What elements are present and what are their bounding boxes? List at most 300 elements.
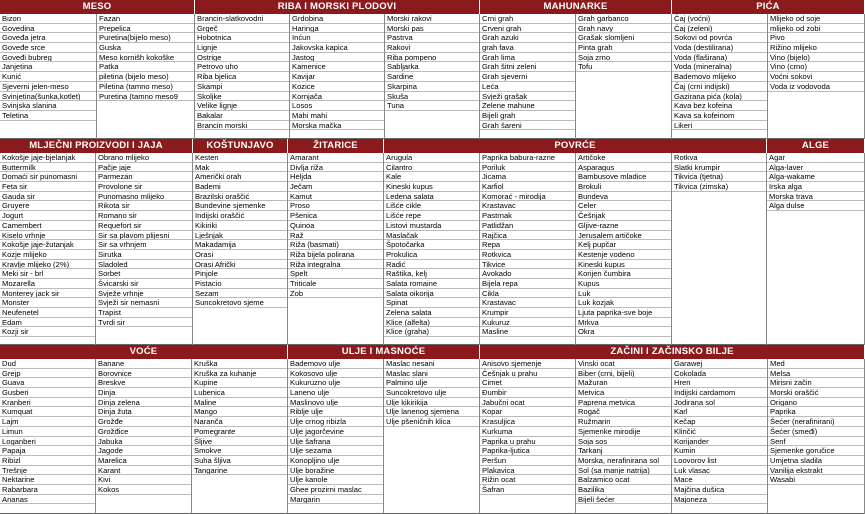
food-item: Gazirana pića (kola) — [672, 92, 767, 102]
food-item: Cikla — [480, 289, 575, 299]
section-title-pica: PIĆA — [672, 0, 865, 14]
food-item: Rotkva — [672, 153, 766, 163]
food-item: Cilantro — [384, 163, 479, 173]
food-item: Mrkva — [576, 318, 671, 328]
food-item: Kale — [384, 172, 479, 182]
food-item: Raštika, kelj — [384, 269, 479, 279]
food-item: Tangarine — [192, 466, 287, 476]
food-item: Skuša — [385, 92, 479, 102]
section-title-riba: RIBA I MORSKI PLODOVI — [195, 0, 480, 14]
food-item: Karant — [96, 466, 191, 476]
food-item: Kranberi — [0, 398, 95, 408]
food-item: Bazilika — [576, 485, 671, 495]
food-item: Ulje crnog ribizla — [288, 417, 383, 427]
section-title-zacini: ZAČINI I ZAČINSKO BILJE — [480, 345, 865, 359]
food-item: Grah sjeverni — [480, 72, 575, 82]
food-item: Grdobina — [290, 14, 384, 24]
food-item: Soja zrno — [576, 53, 671, 63]
food-item: Češnjak u prahu — [480, 369, 575, 379]
food-item: Laneno ulje — [288, 388, 383, 398]
food-item: Dinja — [96, 388, 191, 398]
food-item: Sokovi od povrća — [672, 33, 767, 43]
column — [195, 14, 290, 139]
food-item: Crni grah — [480, 14, 575, 24]
section-title-ulje: ULJE I MASNOĆE — [288, 345, 480, 359]
food-item: Spelt — [288, 269, 383, 279]
food-item: Ulje sezama — [288, 446, 383, 456]
food-item: Melsa — [768, 369, 864, 379]
food-item: Janjetina — [0, 62, 96, 72]
food-item: Obrano mlijeko — [96, 153, 192, 163]
food-item: Kumquat — [0, 407, 95, 417]
section-title-alge: ALGE — [767, 139, 865, 153]
food-item: Rotkvica — [480, 250, 575, 260]
food-item: Brancin morski — [195, 121, 289, 131]
section-povrce — [384, 139, 767, 345]
food-item: Asparagus — [576, 163, 671, 173]
food-item: Sorbet — [96, 269, 192, 279]
food-item: Voda (mineralna) — [672, 62, 767, 72]
food-item: Guska — [97, 43, 194, 53]
food-item: Domaći sir punomasni — [0, 172, 95, 182]
food-item: Đumbir — [480, 388, 575, 398]
food-item: Puretina (tamno meso9 — [97, 92, 194, 102]
food-item: Repa — [480, 240, 575, 250]
food-item: Lješnjak — [193, 231, 287, 241]
food-item: Krastavac — [480, 298, 575, 308]
food-item: Dinja zelena — [96, 398, 191, 408]
food-item: Kokosovo ulje — [288, 369, 383, 379]
food-item: Šafran — [480, 485, 575, 495]
food-item: Riba bjelica — [195, 72, 289, 82]
food-item: Kesten — [193, 153, 287, 163]
food-item: Prokulica — [384, 250, 479, 260]
food-item: Ulje šafrana — [288, 437, 383, 447]
column — [672, 359, 768, 514]
food-item: Brancin-slatkovodni — [195, 14, 289, 24]
section-mahune — [480, 0, 672, 139]
food-item: Kivi — [96, 475, 191, 485]
food-item: Morski rakovi — [385, 14, 479, 24]
food-item: Čaj (crni indijski) — [672, 82, 767, 92]
food-item: Krasuljica — [480, 417, 575, 427]
food-item: Goveđi bubreg — [0, 53, 96, 63]
food-item: Kukuruz — [480, 318, 575, 328]
food-item: Karfiol — [480, 182, 575, 192]
food-item: Sirutka — [96, 250, 192, 260]
food-item: Palmino ulje — [384, 378, 479, 388]
food-item: Amarant — [288, 153, 383, 163]
section-ulje — [288, 345, 480, 514]
food-item: Sardine — [385, 72, 479, 82]
food-item: Grah lima — [480, 53, 575, 63]
food-item: Orasi Afrički — [193, 260, 287, 270]
food-item: Limun — [0, 427, 95, 437]
food-item: Tvrdi sir — [96, 318, 192, 328]
section-pica — [672, 0, 865, 139]
food-item: Losos — [290, 101, 384, 111]
food-item: Hobotnica — [195, 33, 289, 43]
food-item: Ružmarin — [576, 417, 671, 427]
food-item: Ulje jagorčevine — [288, 427, 383, 437]
food-item: Vanilija ekstrakt — [768, 466, 864, 476]
food-item: Sir sa vrhnjem — [96, 240, 192, 250]
food-item: Ulje boražine — [288, 466, 383, 476]
food-item: Divlja riža — [288, 163, 383, 173]
food-item: Vino (bijelo) — [768, 53, 864, 63]
food-item: Fazan — [97, 14, 194, 24]
food-item: Klinčić — [672, 427, 767, 437]
food-item: Krumpir — [480, 308, 575, 318]
food-item: Bambusove mladice — [576, 172, 671, 182]
food-item: Kava bez kofeina — [672, 101, 767, 111]
food-item: Senf — [768, 437, 864, 447]
food-item: Kelj pupčar — [576, 240, 671, 250]
food-item: Bundeva — [576, 192, 671, 202]
food-item: Cimet — [480, 378, 575, 388]
food-item: Jagode — [96, 446, 191, 456]
section-alge — [767, 139, 865, 345]
food-item: Loovorov list — [672, 456, 767, 466]
food-item: Sabljarka — [385, 62, 479, 72]
food-item: Riža (basmati) — [288, 240, 383, 250]
section-title-mlijecni: MLJEČNI PROIZVODI I JAJA — [0, 139, 193, 153]
food-item: Tofu — [576, 62, 671, 72]
food-item: Kokos — [96, 485, 191, 495]
food-item: Maline — [192, 398, 287, 408]
food-item: Šećer (nerafinirani) — [768, 417, 864, 427]
column — [290, 14, 385, 139]
food-item: Indijski oraščić — [193, 211, 287, 221]
food-item: Spinat — [384, 298, 479, 308]
food-item: Rakovi — [385, 43, 479, 53]
food-item: Origano — [768, 398, 864, 408]
food-item: Riblje ulje — [288, 407, 383, 417]
food-item: Papaja — [0, 446, 95, 456]
food-item: Kozji sir — [0, 327, 95, 337]
food-item: Kamut — [288, 192, 383, 202]
food-item: Bijeli grah — [480, 111, 575, 121]
column — [768, 359, 865, 514]
food-item: Bademovo mlijeko — [672, 72, 767, 82]
column — [288, 359, 384, 514]
food-item: Kokošje jaje-bjelanjak — [0, 153, 95, 163]
food-item: Švicarski sir — [96, 279, 192, 289]
food-item: Ječam — [288, 182, 383, 192]
food-item: Kozice — [290, 82, 384, 92]
food-item: Sezam — [193, 289, 287, 299]
food-item: Morska mačka — [290, 121, 384, 131]
section-kosti — [193, 139, 288, 345]
food-item: Patka — [97, 62, 194, 72]
food-item: Lišće cikle — [384, 201, 479, 211]
section-zacini — [480, 345, 865, 514]
section-meso — [0, 0, 195, 139]
food-item: Kornjača — [290, 92, 384, 102]
food-item: Banane — [96, 359, 191, 369]
food-item: Trešnje — [0, 466, 95, 476]
food-item: Paprena metvica — [576, 398, 671, 408]
food-item: Kava sa kofeinom — [672, 111, 767, 121]
food-item: Haringa — [290, 24, 384, 34]
food-item: Heljda — [288, 172, 383, 182]
column — [0, 359, 96, 514]
food-item: Voda (destilirana) — [672, 43, 767, 53]
food-item: Loganberi — [0, 437, 95, 447]
food-item: Alga-laver — [767, 163, 864, 173]
food-item: Lubenica — [192, 388, 287, 398]
food-item: Jabučni ocat — [480, 398, 575, 408]
column — [384, 153, 480, 345]
food-item: Trapist — [96, 308, 192, 318]
column — [0, 153, 96, 345]
food-item: Kozje mlijeko — [0, 250, 95, 260]
food-item: Zob — [288, 289, 383, 299]
food-item: Grejp — [0, 369, 95, 379]
food-item: Jastog — [290, 53, 384, 63]
food-item: Bijeli šećer — [576, 495, 671, 505]
food-item: Kečap — [672, 417, 767, 427]
food-item: Arugula — [384, 153, 479, 163]
food-item: Parmezan — [96, 172, 192, 182]
food-item: Skarpina — [385, 82, 479, 92]
food-item: Feta sir — [0, 182, 95, 192]
food-item: Jakovska kapica — [290, 43, 384, 53]
food-item: Artičoke — [576, 153, 671, 163]
column — [192, 359, 288, 514]
section-title-meso: MESO — [0, 0, 195, 14]
food-item: Tarkanj — [576, 446, 671, 456]
food-item: Wasabi — [768, 475, 864, 485]
column — [768, 14, 865, 139]
food-item: Klice (graha) — [384, 327, 479, 337]
food-item: Kokošje jaje-žutanjak — [0, 240, 95, 250]
food-item: Zelena salata — [384, 308, 479, 318]
food-item: Tikvica (zimska) — [672, 182, 766, 192]
food-item: Balzamico ocat — [576, 475, 671, 485]
food-item: Sladoled — [96, 260, 192, 270]
food-item: Ananas — [0, 495, 95, 505]
food-item: Smokve — [192, 446, 287, 456]
food-item: Suha šljiva — [192, 456, 287, 466]
section-riba — [195, 0, 480, 139]
food-item: Bijela repa — [480, 279, 575, 289]
food-item: Ulje kikirikija — [384, 398, 479, 408]
food-item: Kruška — [192, 359, 287, 369]
food-item: Margarin — [288, 495, 383, 505]
food-item: mlijeko od zobi — [768, 24, 864, 34]
food-item: Umjetna sladila — [768, 456, 864, 466]
column — [96, 359, 192, 514]
food-item: Sjemenke goručice — [768, 446, 864, 456]
food-item: Kruška za kuhanje — [192, 369, 287, 379]
food-item: Gruyere — [0, 201, 95, 211]
food-item: Majčina dušica — [672, 485, 767, 495]
food-item: Requefort sir — [96, 221, 192, 231]
column — [288, 153, 384, 345]
food-item: Riža integralna — [288, 260, 383, 270]
food-item: Mlijeko od soje — [768, 14, 864, 24]
food-item: Svinjska slanina — [0, 101, 96, 111]
column — [193, 153, 288, 345]
section-title-mahune: MAHUNARKE — [480, 0, 672, 14]
food-item: Paprika-ljutica — [480, 446, 575, 456]
food-item: Anisovo sjemenje — [480, 359, 575, 369]
food-item: Tikvica (tjetna) — [672, 172, 766, 182]
food-item: Šećer (smeđi) — [768, 427, 864, 437]
food-item: Puretina(bijelo meso) — [97, 33, 194, 43]
food-item: Jodirana sol — [672, 398, 767, 408]
food-item: Kestenje vodeno — [576, 250, 671, 260]
food-item: Vino (crno) — [768, 62, 864, 72]
food-item: Mango — [192, 407, 287, 417]
food-item: Komorać - mirodija — [480, 192, 575, 202]
food-item: Poriluk — [480, 163, 575, 173]
food-item: Celer — [576, 201, 671, 211]
food-item: Patlidžan — [480, 221, 575, 231]
food-item: Bademi — [193, 182, 287, 192]
food-item: Likeri — [672, 121, 767, 131]
food-item: Brokuli — [576, 182, 671, 192]
food-item: Paprika u prahu — [480, 437, 575, 447]
food-item: Tuna — [385, 101, 479, 111]
food-item: Romano sir — [96, 211, 192, 221]
food-item: Edam — [0, 318, 95, 328]
food-item: Grah azuki — [480, 33, 575, 43]
section-voce — [0, 345, 288, 514]
food-item: Govedina — [0, 24, 96, 34]
food-item: Sjeverni jelen-meso — [0, 82, 96, 92]
food-item: Grah šareni — [480, 121, 575, 131]
food-item: Pastrva — [385, 33, 479, 43]
food-item: Nektarine — [0, 475, 95, 485]
food-item: Ostrige — [195, 53, 289, 63]
food-item: Salata oikorija — [384, 289, 479, 299]
food-item: Raž — [288, 231, 383, 241]
food-item: Vinski ocat — [576, 359, 671, 369]
column — [767, 153, 865, 345]
food-item: Meki sir - brl — [0, 269, 95, 279]
food-item: Grah šitni zeleni — [480, 62, 575, 72]
food-item: Paprika — [768, 407, 864, 417]
food-item: Kupus — [576, 279, 671, 289]
food-item: Morska, nerafinirana sol — [576, 456, 671, 466]
food-item: Sir sa plavom plijesni — [96, 231, 192, 241]
food-item: Makadamija — [193, 240, 287, 250]
food-item: Jogurt — [0, 211, 95, 221]
food-item: Mozarella — [0, 279, 95, 289]
food-item: Kupine — [192, 378, 287, 388]
food-item: Špotočarka — [384, 240, 479, 250]
food-item: Cokolada — [672, 369, 767, 379]
food-item: Indijski cardamom — [672, 388, 767, 398]
food-item: Kavijar — [290, 72, 384, 82]
food-item: Punomasno mlijeko — [96, 192, 192, 202]
food-item: Kravlje mlijeko (2%) — [0, 260, 95, 270]
food-item: Neufenetel — [0, 308, 95, 318]
food-item: Okra — [576, 327, 671, 337]
food-item: Avokado — [480, 269, 575, 279]
food-item: Inćun — [290, 33, 384, 43]
food-item: Lajm — [0, 417, 95, 427]
food-item: Rajčica — [480, 231, 575, 241]
food-item: Radić — [384, 260, 479, 270]
food-item: Kurkuma — [480, 427, 575, 437]
food-item: Lišće repe — [384, 211, 479, 221]
column — [480, 359, 576, 514]
food-item: Rižin ocat — [480, 475, 575, 485]
food-item: Rikota sir — [96, 201, 192, 211]
food-item: Pinjole — [193, 269, 287, 279]
food-item: Kumin — [672, 446, 767, 456]
food-item: Buttermilk — [0, 163, 95, 173]
food-item: Grah navy — [576, 24, 671, 34]
food-item: Rogač — [576, 407, 671, 417]
column — [0, 14, 97, 139]
food-item: Naranča — [192, 417, 287, 427]
food-item: Mace — [672, 475, 767, 485]
food-item: Sjemenke mirodije — [576, 427, 671, 437]
food-item: Paprika babura-razne — [480, 153, 575, 163]
food-item: Orasi — [193, 250, 287, 260]
food-item: Bundevine sjemenke — [193, 201, 287, 211]
food-item: Majoneza — [672, 495, 767, 505]
food-item: Quinoa — [288, 221, 383, 231]
food-item: Ljuta paprika-sve boje — [576, 308, 671, 318]
food-item: Suncokretovo ulje — [384, 388, 479, 398]
food-item: Piletina (tamno meso) — [97, 82, 194, 92]
section-title-zitarice: ŽITARICE — [288, 139, 384, 153]
food-item: Mirisni začin — [768, 378, 864, 388]
food-item: Agar — [767, 153, 864, 163]
food-item: Irska alga — [767, 182, 864, 192]
food-item: Maslinovo ulje — [288, 398, 383, 408]
section-title-voce: VOĆE — [0, 345, 288, 359]
food-item: Kineski kupus — [384, 182, 479, 192]
food-item: Krastavac — [480, 201, 575, 211]
food-item: Breskve — [96, 378, 191, 388]
food-item: Svježi grašak — [480, 92, 575, 102]
food-item: Čaj (zeleni) — [672, 24, 767, 34]
food-item: Mahi mahi — [290, 111, 384, 121]
food-item: Korijen čumbira — [576, 269, 671, 279]
food-item: Mak — [193, 163, 287, 173]
food-item: Grgeč — [195, 24, 289, 34]
food-item: Prepelica — [97, 24, 194, 34]
column — [576, 153, 672, 345]
food-item: Svježe vrhnje — [96, 289, 192, 299]
food-item: Crveni grah — [480, 24, 575, 34]
food-item: Pivo — [768, 33, 864, 43]
food-item: Ulje kanole — [288, 475, 383, 485]
food-item: Meso kornišh kokoške — [97, 53, 194, 63]
section-zitarice — [288, 139, 384, 345]
food-item: Triticale — [288, 279, 383, 289]
food-item: Proso — [288, 201, 383, 211]
food-item: Marelica — [96, 456, 191, 466]
food-item: Ribizl — [0, 456, 95, 466]
food-item: Ledena salata — [384, 192, 479, 202]
column — [576, 359, 672, 514]
food-item: Rabarbara — [0, 485, 95, 495]
food-item: Alga dulse — [767, 201, 864, 211]
food-item: Grašak slomljeni — [576, 33, 671, 43]
food-item: Goveđa jetra — [0, 33, 96, 43]
food-item: Med — [768, 359, 864, 369]
food-item: Kiselo vrhnje — [0, 231, 95, 241]
column — [384, 359, 480, 514]
food-item: Voda (flaširana) — [672, 53, 767, 63]
